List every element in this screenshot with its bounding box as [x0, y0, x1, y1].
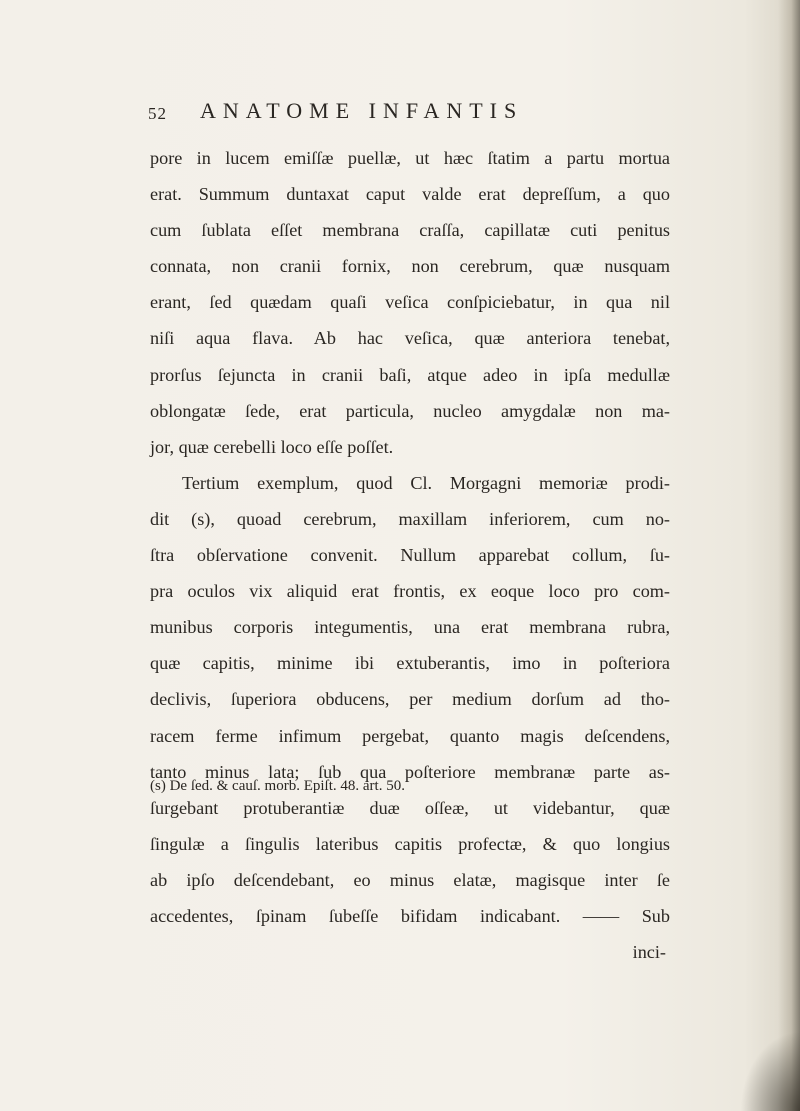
- text-line: pra oculos vix aliquid erat frontis, ex eoque loco pro com-: [150, 581, 670, 602]
- text-line: niſi aqua flava. Ab hac veſica, quæ anteriora tenebat,: [150, 328, 670, 349]
- text-line: declivis, ſuperiora obducens, per medium dorſum ad tho-: [150, 689, 670, 710]
- text-line: tanto minus lata; ſub qua poſteriore membranæ parte as-: [150, 761, 670, 782]
- text-line: ſtra obſervatione convenit. Nullum apparebat collum, ſu-: [150, 545, 670, 566]
- text-line: accedentes, ſpinam ſubeſſe bifidam indicabant. —— Sub: [150, 905, 670, 926]
- text-line: jor, quæ cerebelli loco eſſe poſſet.: [150, 436, 394, 457]
- text-line: erant, ſed quædam quaſi veſica conſpiciebatur, in qua nil: [150, 292, 670, 313]
- page-edge-shadow: [778, 0, 800, 1111]
- running-title: ANATOME INFANTIS: [200, 98, 524, 123]
- text-line: prorſus ſejuncta in cranii baſi, atque adeo in ipſa medullæ: [150, 364, 670, 385]
- page-corner-shadow: [740, 1031, 800, 1111]
- text-line: ſingulæ a ſingulis lateribus capitis profectæ, & quo longius: [150, 833, 670, 854]
- footnote: (s) De ſed. & cauſ. morb. Epiſt. 48. art. 50.: [150, 778, 405, 794]
- text-line: cum ſublata eſſet membrana craſſa, capillatæ cuti penitus: [150, 220, 670, 241]
- text-line: ab ipſo deſcendebant, eo minus elatæ, magisque inter ſe: [150, 869, 670, 890]
- text-line: dit (s), quoad cerebrum, maxillam inferiorem, cum no-: [150, 508, 670, 529]
- text-line: pore in lucem emiſſæ puellæ, ut hæc ſtatim a partu mortua: [150, 148, 670, 168]
- catchword: inci-: [632, 942, 666, 963]
- text-line: oblongatæ ſede, erat particula, nucleo amygdalæ non ma-: [150, 400, 670, 421]
- text-line: ſurgebant protuberantiæ duæ oſſeæ, ut videbantur, quæ: [150, 797, 670, 818]
- body-text: [150, 140, 670, 970]
- page-header: [148, 98, 668, 138]
- text-line: racem ferme infimum pergebat, quanto magis deſcendens,: [150, 725, 670, 746]
- text-line: munibus corporis integumentis, una erat membrana rubra,: [150, 617, 670, 638]
- text-line: connata, non cranii fornix, non cerebrum, quæ nusquam: [150, 256, 670, 277]
- page-number: 52: [148, 104, 167, 123]
- text-line: Tertium exemplum, quod Cl. Morgagni memoriæ prodi-: [182, 472, 670, 493]
- text-line: erat. Summum duntaxat caput valde erat depreſſum, a quo: [150, 184, 670, 205]
- text-line: quæ capitis, minime ibi extuberantis, imo in poſteriora: [150, 653, 670, 674]
